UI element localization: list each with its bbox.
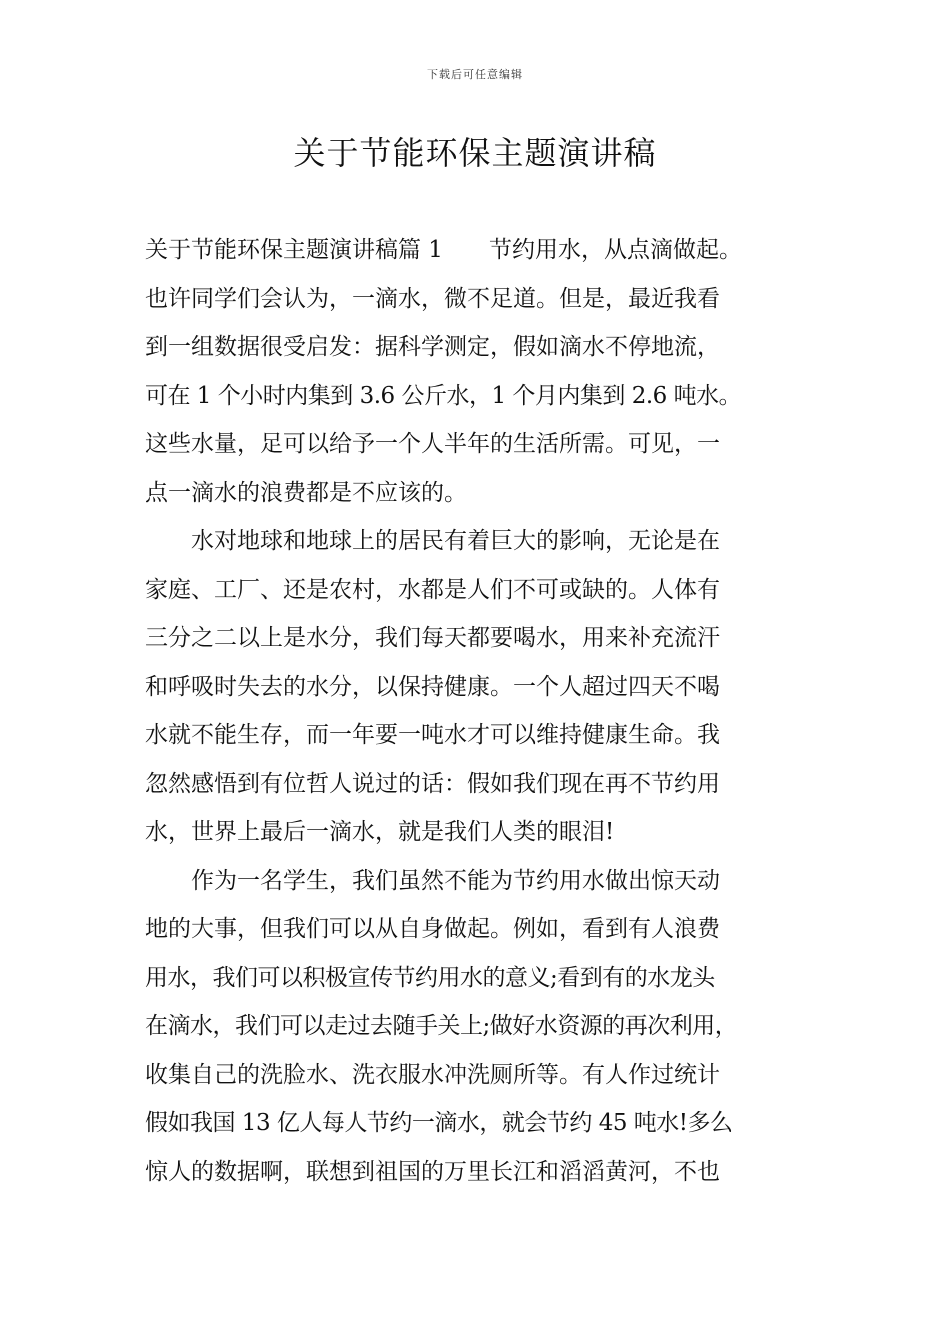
body-line: 也许同学们会认为，一滴水，微不足道。但是，最近我看 [145, 285, 720, 312]
body-line: 水对地球和地球上的居民有着巨大的影响，无论是在 [191, 528, 720, 554]
body-line: 三分之二以上是水分，我们每天都要喝水，用来补充流汗 [145, 625, 720, 651]
body-line: 地的大事，但我们可以从自身做起。例如，看到有人浪费 [145, 916, 720, 942]
body-line: 收集自己的洗脸水、洗衣服水冲洗厕所等。有人作过统计 [145, 1061, 720, 1088]
body-line: 作为一名学生，我们虽然不能为节约用水做出惊天动 [191, 867, 720, 894]
body-line: 水，世界上最后一滴水，就是我们人类的眼泪! [145, 819, 615, 845]
body-line: 在滴水，我们可以走过去随手关上;做好水资源的再次利用， [145, 1013, 738, 1039]
body-line: 到一组数据很受启发：据科学测定，假如滴水不停地流， [145, 334, 720, 360]
body-line: 家庭、工厂、还是农村，水都是人们不可或缺的。人体有 [145, 576, 720, 603]
body-line: 惊人的数据啊，联想到祖国的万里长江和滔滔黄河，不也 [145, 1158, 720, 1185]
body-line: 关于节能环保主题演讲稿篇 1 节约用水，从点滴做起。 [145, 237, 742, 263]
header-note: 下载后可任意编辑 [427, 68, 523, 81]
body-line: 忽然感悟到有位哲人说过的话：假如我们现在再不节约用 [145, 770, 720, 797]
document-body [145, 226, 810, 1196]
body-line: 和呼吸时失去的水分，以保持健康。一个人超过四天不喝 [145, 673, 720, 700]
body-line: 可在 1 个小时内集到 3.6 公斤水，1 个月内集到 2.6 吨水。 [145, 382, 742, 409]
body-line: 水就不能生存，而一年要一吨水才可以维持健康生命。我 [145, 722, 720, 748]
body-line: 假如我国 13 亿人每人节约一滴水，就会节约 45 吨水!多么 [145, 1110, 733, 1136]
body-line: 用水，我们可以积极宣传节约用水的意义;看到有的水龙头 [145, 964, 715, 991]
body-line: 这些水量，足可以给予一个人半年的生活所需。可见，一 [145, 431, 720, 457]
document-title: 关于节能环保主题演讲稿 [293, 134, 657, 172]
body-line: 点一滴水的浪费都是不应该的。 [145, 479, 467, 506]
